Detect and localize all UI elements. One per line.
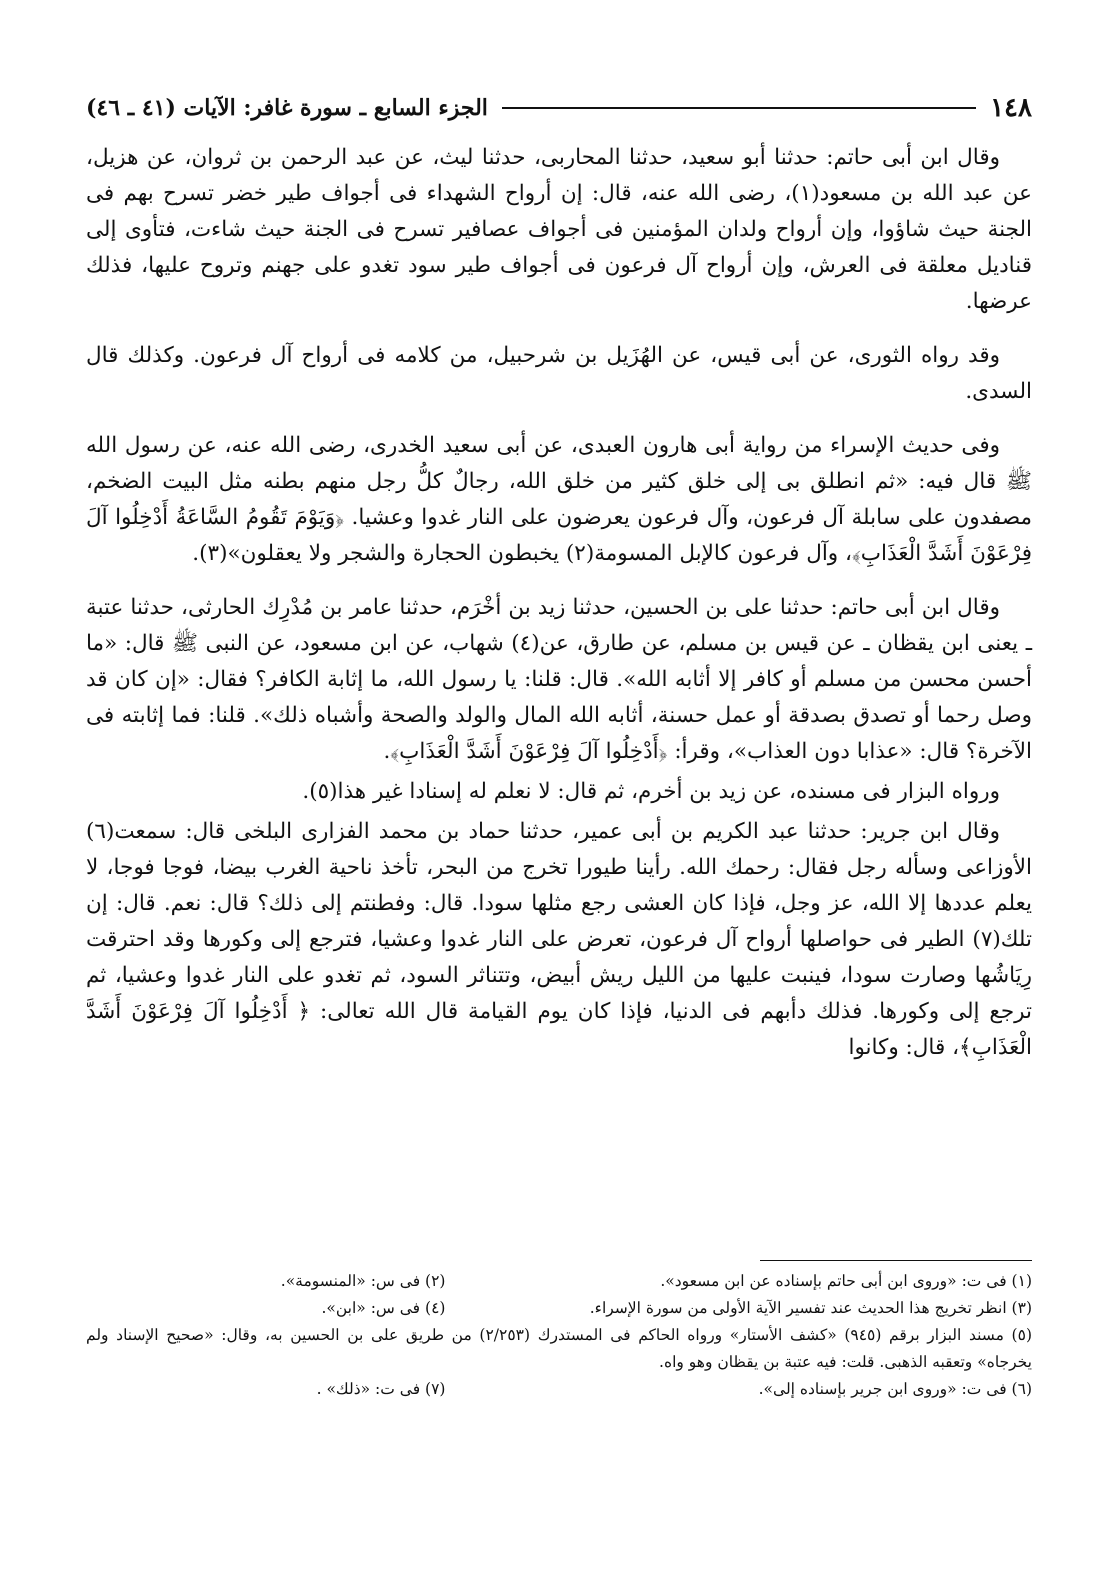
footnote-6: (٦) فى ت: «وروى ابن جرير بإسناده إلى». — [758, 1380, 1032, 1398]
paragraph-2: وقد رواه الثورى، عن أبى قيس، عن الهُزَيل بن شرحبيل، من كلامه فى أرواح آل فرعون. وكذلك قال السدى. — [86, 343, 1032, 404]
paragraph-4: وقال ابن أبى حاتم: حدثنا على بن الحسين، حدثنا زيد بن أخْرَم، حدثنا عامر بن مُدْرِك الحارثى، حدثنا عتبة ـ يعنى ابن يقظان ـ عن قيس بن مسلم، عن طارق، عن(٤) شهاب، عن ابن مسعود، عن النبى ﷺ قال: «ما أحسن محسن من مسلم أو كافر إلا أثابه الله». قال: قلنا: يا رسول الله، ما إثابة الكافر؟ فقال: «إن كان قد وصل رحما أو تصدق بصدقة أو عمل حسنة، أثابه الله المال والولد والصحة وأشباه ذلك». قلنا: فما إثابته فى الآخرة؟ قال: «عذابا دون العذاب»، وقرأ: ﴿أَدْخِلُوا آلَ فِرْعَوْنَ أَشَدَّ الْعَذَابِ﴾. — [86, 595, 1032, 764]
footnote-2: (٢) فى س: «المنسومة». — [280, 1272, 446, 1290]
page-number: ١٤٨ — [990, 93, 1032, 123]
running-title: الجزء السابع ـ سورة غافر: الآيات (٤١ ـ ٤٦) — [86, 95, 488, 121]
paragraph-3: وفى حديث الإسراء من رواية أبى هارون العبدى، عن أبى سعيد الخدرى، رضى الله عنه، عن رسول الله ﷺ قال فيه: «ثم انطلق بى إلى خلق كثير من خلق الله، رجالٌ كلُّ رجل منهم بطنه مثل البيت الضخم، مصفدون على سابلة آل فرعون، وآل فرعون يعرضون على النار غدوا وعشيا. ﴿وَيَوْمَ تَقُومُ السَّاعَةُ أَدْخِلُوا آلَ فِرْعَوْنَ أَشَدَّ الْعَذَابِ﴾، وآل فرعون كالإبل المسومة(٢) يخبطون الحجارة والشجر ولا يعقلون»(٣). — [86, 433, 1032, 566]
paragraph-5: ورواه البزار فى مسنده، عن زيد بن أخرم، ثم قال: لا نعلم له إسنادا غير هذا(٥). — [302, 779, 1000, 804]
footnote-row — [86, 1268, 1032, 1295]
running-header — [86, 88, 1032, 128]
footnote-1: (١) فى ت: «وروى ابن أبى حاتم بإسناده عن ابن مسعود». — [660, 1272, 1032, 1290]
footnote-rule — [760, 1260, 1032, 1261]
paragraph-1: وقال ابن أبى حاتم: حدثنا أبو سعيد، حدثنا المحاربى، حدثنا ليث، عن عبد الرحمن بن ثروان، عن هزيل، عن عبد الله بن مسعود(١)، رضى الله عنه، قال: إن أرواح الشهداء فى أجواف طير خضر تسرح بهم فى الجنة حيث شاؤوا، وإن أرواح ولدان المؤمنين فى أجواف عصافير تسرح فى الجنة حيث شاءت، فتأوى إلى قناديل معلقة فى العرش، وإن أرواح آل فرعون فى أجواف طير سود تغدو على جهنم وتروح عليها، فذلك عرضها. — [86, 145, 1032, 314]
footnote-row — [86, 1376, 1032, 1403]
header-rule — [502, 107, 976, 109]
footnote-row — [86, 1295, 1032, 1322]
footnote-5: (٥) مسند البزار برقم (٩٤٥) «كشف الأستار» ورواه الحاكم فى المستدرك (٢/٢٥٣) من طريق على بن الحسين به، وقال: «صحيح الإسناد ولم يخرجاه» وتعقبه الذهبى. قلت: فيه عتبة بن يقظان وهو واه. — [86, 1326, 1032, 1371]
footnotes — [86, 1268, 1032, 1403]
paragraph-6: وقال ابن جرير: حدثنا عبد الكريم بن أبى عمير، حدثنا حماد بن محمد الفزارى البلخى قال: سمعت(٦) الأوزاعى وسأله رجل فقال: رحمك الله. رأينا طيورا تخرج من البحر، تأخذ ناحية الغرب بيضا، فوجا فوجا، لا يعلم عددها إلا الله، عز وجل، فإذا كان العشى رجع مثلها سودا. قال: وفطنتم إلى ذلك؟ قال: نعم. قال: إن تلك(٧) الطير فى حواصلها أرواح آل فرعون، تعرض على النار غدوا وعشيا، فترجع إلى وكورها وقد احترقت رِيَاشُها وصارت سودا، فينبت عليها من الليل ريش أبيض، وتتناثر السود، ثم تغدو على النار غدوا وعشيا، ثم ترجع إلى وكورها. فذلك دأبهم فى الدنيا، فإذا كان يوم القيامة قال الله تعالى: ﴿ أَدْخِلُوا آلَ فِرْعَوْنَ أَشَدَّ الْعَذَابِ﴾، قال: وكانوا — [86, 819, 1032, 1060]
footnote-4: (٤) فى س: «ابن». — [321, 1299, 446, 1317]
footnote-7: (٧) فى ت: «ذلك» . — [316, 1380, 446, 1398]
main-text — [86, 140, 1032, 1084]
footnote-3: (٣) انظر تخريج هذا الحديث عند تفسير الآية الأولى من سورة الإسراء. — [589, 1299, 1032, 1317]
